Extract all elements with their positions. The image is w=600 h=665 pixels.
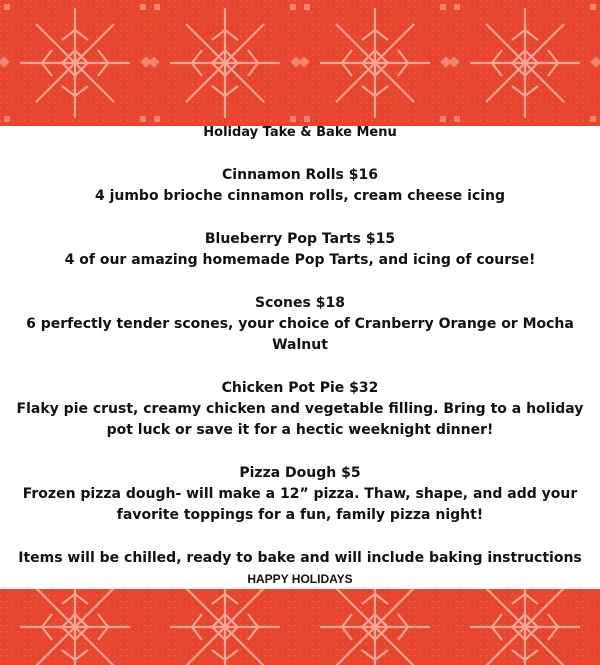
item-description: Frozen pizza dough- will make a 12” pizza. Thaw, shape, and add your favorite toppings for a fun, family pizza night! xyxy=(22,486,578,523)
item-name: Cinnamon Rolls $16 xyxy=(222,167,378,183)
menu-item xyxy=(0,463,600,526)
snowflake-pattern xyxy=(0,589,600,665)
closing-greeting: HAPPY HOLIDAYS xyxy=(247,572,353,586)
menu-item xyxy=(0,378,600,441)
item-name: Chicken Pot Pie $32 xyxy=(221,380,379,396)
top-sweater-pattern-band xyxy=(0,0,600,126)
menu-title: Holiday Take & Bake Menu xyxy=(203,125,397,140)
item-description: 6 perfectly tender scones, your choice of Cranberry Orange or Mocha Walnut xyxy=(26,316,574,353)
item-name: Scones $18 xyxy=(255,295,345,311)
baking-note: Items will be chilled, ready to bake and will include baking instructions xyxy=(18,550,582,566)
snowflake-pattern xyxy=(0,0,600,126)
menu-item xyxy=(0,293,600,356)
item-description: 4 jumbo brioche cinnamon rolls, cream cheese icing xyxy=(94,188,506,204)
bottom-sweater-pattern-band xyxy=(0,589,600,665)
item-description: 4 of our amazing homemade Pop Tarts, and icing of course! xyxy=(64,252,536,268)
menu-item xyxy=(0,229,600,271)
item-description: Flaky pie crust, creamy chicken and vegetable filling. Bring to a holiday pot luck or save it for a hectic weeknight dinner! xyxy=(16,401,584,438)
item-name: Pizza Dough $5 xyxy=(239,465,361,481)
menu-item xyxy=(0,165,600,207)
menu-content xyxy=(0,118,600,590)
item-name: Blueberry Pop Tarts $15 xyxy=(204,231,396,247)
